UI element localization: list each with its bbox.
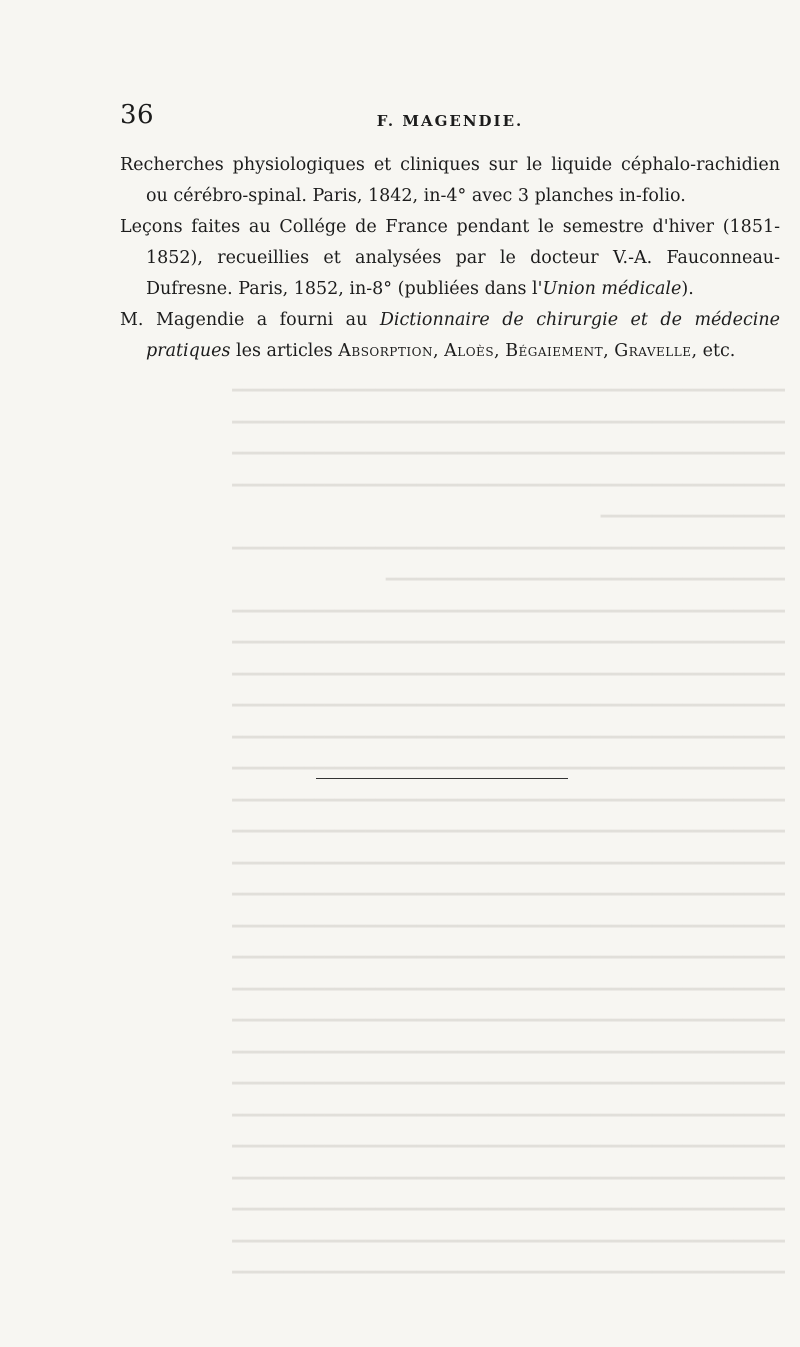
entry-text: les articles: [230, 341, 339, 361]
bibliography-entry: [120, 212, 780, 305]
entry-text: ).: [681, 279, 694, 299]
italic-title: Union médicale: [542, 279, 682, 299]
bibliography-entry: [120, 150, 780, 212]
article-name: Bégaiement: [505, 341, 604, 361]
entry-text: ,: [494, 341, 506, 361]
entry-text: Recherches physiologiques et cliniques sur le liquide céphalo-rachidien ou cérébro-spinal. Paris, 1842, in-4° avec 3 planches in-folio.: [120, 155, 780, 206]
bibliography-entry: [120, 305, 780, 367]
entry-text: M. Magendie a fourni au: [120, 310, 380, 330]
running-head: F. MAGENDIE.: [376, 112, 524, 130]
bibliography-entries: [120, 150, 780, 367]
article-name: Aloès: [444, 341, 495, 361]
entry-text: Leçons faites au Collége de France pendant le semestre d'hiver (1851-1852), recueillies et analysées par le docteur V.-A. Fauconneau-Dufresne. Paris, 1852, in-8° (publiées dans l': [120, 217, 780, 299]
entry-text: , etc.: [691, 341, 736, 361]
entry-text: ,: [603, 341, 615, 361]
page-header: [120, 100, 780, 140]
article-name: Gravelle: [614, 341, 692, 361]
page-number: 36: [120, 100, 155, 130]
italic-title: Dictionnaire de chirurgie et de médecine pratiques: [146, 310, 780, 361]
entry-text: ,: [432, 341, 445, 361]
show-through-texture: ━━━━━━━━━━━━━━━━━━━━━━━━━━━━━━━━━━━━━━━━━━━━━━━━━━━━━━ ━━━━━━━━━━━━━━━━━━━━━━━━━━━━━━━━━━━━━━━━━━━━━━━━━━━━━━ ━━━━━━━━━━━━━━━━━━━━━━━━━━━━━━━━━━━━━━━━━━━━━━━━━━━━━━ ━━━━━━━━━━━━━━━━━━━━━━━━━━━━━━━━━━━━━━━━━━━━━━━━━━━━━━ ━━━━━━━━━━━━━━━━━━ ━━━━━━━━━━━━━━━━━━━━━━━━━━━━━━━━━━━━━━━━━━━━━━━━━━━━━━ ━━━━━━━━━━━━━━━━━━━━━━━━━━━━━━━━━━━━━━━ ━━━━━━━━━━━━━━━━━━━━━━━━━━━━━━━━━━━━━━━━━━━━━━━━━━━━━━ ━━━━━━━━━━━━━━━━━━━━━━━━━━━━━━━━━━━━━━━━━━━━━━━━━━━━━━ ━━━━━━━━━━━━━━━━━━━━━━━━━━━━━━━━━━━━━━━━━━━━━━━━━━━━━━ ━━━━━━━━━━━━━━━━━━━━━━━━━━━━━━━━━━━━━━━━━━━━━━━━━━━━━━ ━━━━━━━━━━━━━━━━━━━━━━━━━━━━━━━━━━━━━━━━━━━━━━━━━━━━━━ ━━━━━━━━━━━━━━━━━━━━━━━━━━━━━━━━━━━━━━━━━━━━━━━━━━━━━━ ━━━━━━━━━━━━━━━━━━━━━━━━━━━━━━━━━━━━━━━━━━━━━━━━━━━━━━ ━━━━━━━━━━━━━━━━━━━━━━━━━━━━━━━━━━━━━━━━━━━━━━━━━━━━━━ ━━━━━━━━━━━━━━━━━━━━━━━━━━━━━━━━━━━━━━━━━━━━━━━━━━━━━━ ━━━━━━━━━━━━━━━━━━━━━━━━━━━━━━━━━━━━━━━━━━━━━━━━━━━━━━ ━━━━━━━━━━━━━━━━━━━━━━━━━━━━━━━━━━━━━━━━━━━━━━━━━━━━━━ ━━━━━━━━━━━━━━━━━━━━━━━━━━━━━━━━━━━━━━━━━━━━━━━━━━━━━━ ━━━━━━━━━━━━━━━━━━━━━━━━━━━━━━━━━━━━━━━━━━━━━━━━━━━━━━ ━━━━━━━━━━━━━━━━━━━━━━━━━━━━━━━━━━━━━━━━━━━━━━━━━━━━━━ ━━━━━━━━━━━━━━━━━━━━━━━━━━━━━━━━━━━━━━━━━━━━━━━━━━━━━━ ━━━━━━━━━━━━━━━━━━━━━━━━━━━━━━━━━━━━━━━━━━━━━━━━━━━━━━ ━━━━━━━━━━━━━━━━━━━━━━━━━━━━━━━━━━━━━━━━━━━━━━━━━━━━━━ ━━━━━━━━━━━━━━━━━━━━━━━━━━━━━━━━━━━━━━━━━━━━━━━━━━━━━━ ━━━━━━━━━━━━━━━━━━━━━━━━━━━━━━━━━━━━━━━━━━━━━━━━━━━━━━ ━━━━━━━━━━━━━━━━━━━━━━━━━━━━━━━━━━━━━━━━━━━━━━━━━━━━━━ ━━━━━━━━━━━━━━━━━━━━━━━━━━━━━━━━━━━━━━━━━━━━━━━━━━━━━━ ━━━━━━━━━━━━━━━━━━━━━━━━━━━━━━━━━━━━━━━━━━━━━━━━━━━━━━: [232, 381, 785, 1283]
article-name: Absorption: [338, 341, 433, 361]
